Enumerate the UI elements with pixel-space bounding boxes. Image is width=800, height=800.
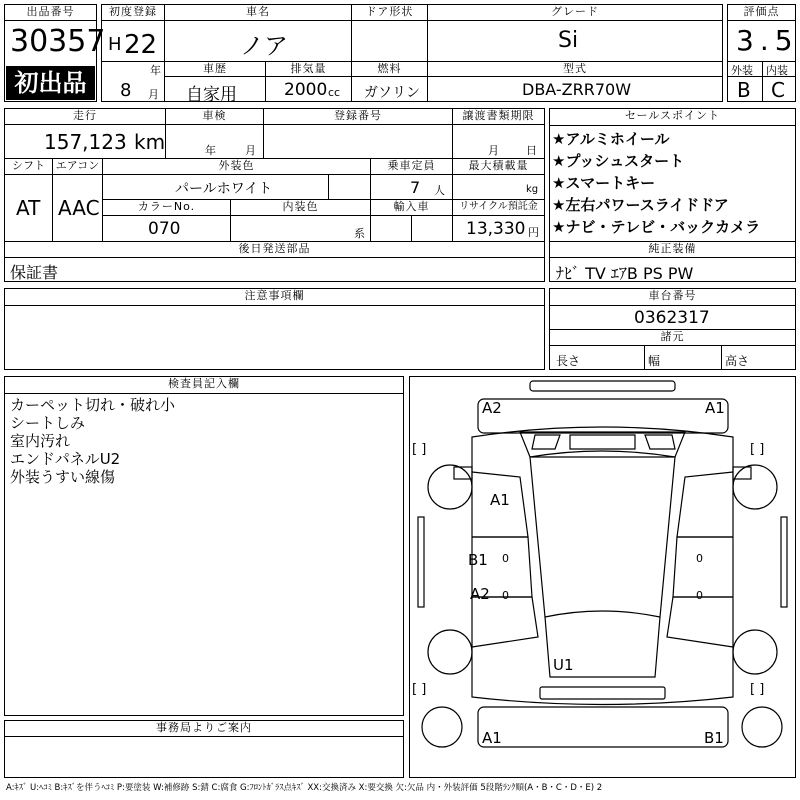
wheel-rl bbox=[428, 630, 472, 674]
interior-color-label: 内装色 bbox=[230, 199, 371, 216]
rear-plate bbox=[540, 687, 665, 699]
month-unit: 月 bbox=[148, 88, 159, 101]
capacity-label: 乗車定員 bbox=[370, 158, 453, 175]
car-diagram bbox=[410, 377, 795, 777]
right-rear-panel bbox=[667, 597, 733, 647]
score-value: 3.5 bbox=[736, 24, 799, 57]
front-bumper-top bbox=[530, 381, 675, 391]
dimensions-label: 諸元 bbox=[549, 329, 796, 346]
inspector-note: エンドパネルU2 bbox=[10, 450, 121, 468]
zero-mark: 0 bbox=[502, 552, 509, 565]
inspector-note: カーペット切れ・破れ小 bbox=[10, 396, 176, 414]
plate-label: 登録番号 bbox=[263, 108, 453, 125]
era: H bbox=[108, 34, 122, 55]
capacity-unit: 人 bbox=[434, 184, 445, 197]
mileage-unit: km bbox=[134, 130, 166, 154]
selling-points-list bbox=[552, 128, 760, 238]
selling-points-label: セールスポイント bbox=[549, 108, 796, 126]
grade-value: Si bbox=[558, 28, 579, 53]
recycle-unit: 円 bbox=[528, 226, 539, 239]
windshield bbox=[520, 432, 685, 457]
displacement-label: 排気量 bbox=[265, 61, 352, 77]
wheel-fr bbox=[733, 465, 777, 509]
lot-number: 30357 bbox=[10, 24, 106, 59]
history-value: 自家用 bbox=[186, 85, 237, 105]
zero-mark: 0 bbox=[696, 552, 703, 565]
inspector-note: シートしみ bbox=[10, 414, 86, 432]
length-label: 長さ bbox=[556, 354, 581, 368]
car-body bbox=[472, 427, 733, 705]
selling-point: ★アルミホイール bbox=[552, 130, 670, 148]
exterior-label: 外装 bbox=[731, 64, 753, 77]
damage-mark: B1 bbox=[468, 551, 488, 569]
bracket: [ ] bbox=[412, 682, 427, 697]
ac-value: AAC bbox=[58, 196, 100, 220]
selling-point: ★ナビ・テレビ・バックカメラ bbox=[552, 218, 761, 236]
damage-mark: U1 bbox=[553, 656, 574, 674]
color-label: 外装色 bbox=[102, 158, 371, 175]
color-no-label: カラーNo. bbox=[102, 199, 231, 216]
grade-label: グレード bbox=[427, 4, 723, 21]
inspector-note: 外装うすい線傷 bbox=[10, 468, 116, 486]
inspection-label: 車検 bbox=[165, 108, 264, 125]
interior-label: 内装 bbox=[766, 64, 788, 77]
selling-point: ★スマートキー bbox=[552, 174, 656, 192]
import-label: 輸入車 bbox=[370, 199, 453, 216]
first-reg-label: 初度登録 bbox=[101, 4, 165, 21]
damage-mark: A2 bbox=[482, 399, 502, 417]
transfer-label: 譲渡書類期限 bbox=[452, 108, 545, 125]
zero-mark: 0 bbox=[696, 589, 703, 602]
reg-month: 8 bbox=[120, 80, 132, 101]
chassis-label: 車台番号 bbox=[549, 288, 796, 306]
displacement-value: 2000 bbox=[284, 80, 328, 100]
model-value: DBA-ZRR70W bbox=[522, 80, 632, 99]
mileage-label: 走行 bbox=[4, 108, 166, 125]
year-unit: 年 bbox=[150, 64, 161, 77]
inspection-month-unit: 月 bbox=[245, 144, 256, 157]
spare-wheel bbox=[422, 707, 462, 747]
damage-mark: B1 bbox=[704, 729, 724, 747]
color-value: パールホワイト bbox=[175, 181, 273, 197]
inspector-label: 検査員記入欄 bbox=[4, 376, 404, 394]
capacity-value: 7 bbox=[410, 178, 421, 197]
interior-grade: C bbox=[771, 78, 785, 102]
fuel-label: 燃料 bbox=[351, 61, 428, 77]
damage-mark: A1 bbox=[482, 729, 502, 747]
bracket: [ ] bbox=[750, 442, 765, 457]
car-name: ノア bbox=[240, 32, 288, 60]
history-label: 車歴 bbox=[164, 61, 266, 77]
equipment-value: ﾅﾋﾞ TV ｴｱB PS PW bbox=[556, 264, 694, 283]
recycle-label: リサイクル預託金 bbox=[452, 199, 545, 216]
door-label: ドア形状 bbox=[351, 4, 428, 21]
lot-label: 出品番号 bbox=[4, 4, 97, 21]
mileage-value: 157,123 bbox=[44, 130, 127, 154]
color-no-value: 070 bbox=[148, 219, 181, 239]
shift-value: AT bbox=[16, 196, 41, 220]
exterior-grade: B bbox=[737, 78, 751, 102]
height-label: 高さ bbox=[725, 354, 750, 368]
spare-wheel-right bbox=[742, 707, 782, 747]
office-label: 事務局よりご案内 bbox=[4, 720, 404, 737]
damage-mark: A1 bbox=[705, 399, 725, 417]
width-label: 幅 bbox=[648, 354, 661, 368]
transfer-month-unit: 月 bbox=[488, 144, 499, 157]
inspector-note: 室内汚れ bbox=[10, 432, 71, 450]
car-name-label: 車名 bbox=[164, 4, 352, 21]
fuel-value: ガソリン bbox=[364, 85, 420, 101]
front-bumper bbox=[478, 399, 728, 433]
zero-mark: 0 bbox=[502, 589, 509, 602]
roof bbox=[530, 451, 675, 617]
bracket: [ ] bbox=[750, 682, 765, 697]
later-parts-label: 後日発送部品 bbox=[4, 241, 545, 258]
shift-label: シフト bbox=[4, 158, 53, 175]
damage-mark: A2 bbox=[470, 585, 490, 603]
chassis-value: 0362317 bbox=[634, 308, 710, 328]
ac-label: エアコン bbox=[52, 158, 103, 175]
interior-color-unit: 系 bbox=[354, 227, 365, 240]
load-label: 最大積載量 bbox=[452, 158, 545, 175]
model-label: 型式 bbox=[427, 61, 723, 77]
wheel-rr bbox=[733, 630, 777, 674]
damage-mark: A1 bbox=[490, 491, 510, 509]
selling-point: ★プッシュスタート bbox=[552, 152, 685, 170]
later-parts-value: 保証書 bbox=[10, 263, 59, 282]
load-unit: kg bbox=[526, 184, 539, 195]
recycle-value: 13,330 bbox=[466, 219, 526, 239]
caution-label: 注意事項欄 bbox=[4, 288, 545, 306]
right-slide-door bbox=[673, 537, 733, 597]
score-label: 評価点 bbox=[727, 4, 796, 21]
legend: A:ｷｽﾞ U:ﾍｺﾐ B:ｷｽﾞを伴うﾍｺﾐ P:要塗装 W:補修跡 S:錆 C:腐食 G:ﾌﾛﾝﾄｶﾞﾗｽ点ｷｽﾞ XX:交換済み X:要交換 欠:欠品 内・外装評価 5段階ﾗﾝｸ順(A・B・C・D・E) 2 bbox=[6, 783, 603, 793]
bracket: [ ] bbox=[412, 442, 427, 457]
displacement-unit: cc bbox=[328, 86, 341, 99]
inspector-notes bbox=[10, 396, 175, 486]
first-sale-badge: 初出品 bbox=[6, 66, 95, 100]
wheel-fl bbox=[428, 465, 472, 509]
transfer-day-unit: 日 bbox=[526, 144, 537, 157]
right-front-door bbox=[677, 472, 733, 537]
inspection-year-unit: 年 bbox=[205, 144, 216, 157]
left-rear-panel bbox=[472, 597, 538, 647]
reg-year: 22 bbox=[124, 30, 158, 60]
selling-point: ★左右パワースライドドア bbox=[552, 196, 729, 214]
equipment-label: 純正装備 bbox=[549, 241, 796, 258]
rear-bumper bbox=[478, 707, 728, 747]
